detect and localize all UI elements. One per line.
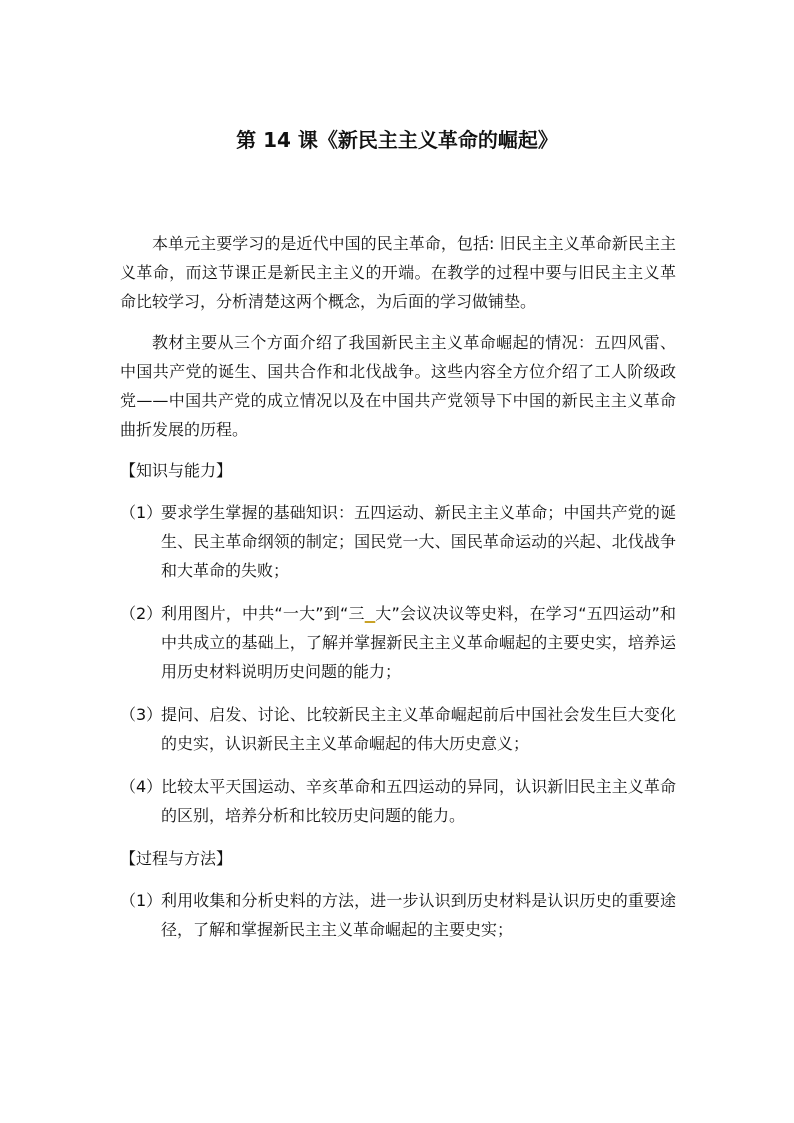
section-heading-process: 【过程与方法】 (120, 849, 233, 868)
intro-paragraph-1: 本单元主要学习的是近代中国的民主革命，包括: 旧民主主义革命新民主主义革命，而这节课正是新民主主义的开端。在教学的过程中要与旧民主主义革命比较学习，分析清楚这两个概念，为后面的学习做铺垫。 (120, 234, 676, 311)
list-item-text (161, 599, 676, 686)
list-item (120, 772, 676, 830)
list-item (120, 886, 676, 944)
list-item-number: （2） (120, 604, 163, 623)
intro-paragraph-2: 教材主要从三个方面介绍了我国新民主主义革命崛起的情况：五四风雷、中国共产党的诞生、国共合作和北伐战争。这些内容全方位介绍了工人阶级政党——中国共产党的成立情况以及在中国共产党领导下中国的新民主主义革命曲折发展的历程。 (120, 333, 676, 439)
list-item (120, 498, 676, 585)
list-item-text: 利用收集和分析史料的方法，进一步认识到历史材料是认识历史的重要途径，了解和掌握新民主主义革命崛起的主要史实； (161, 891, 676, 939)
list-item-text: 比较太平天国运动、辛亥革命和五四运动的异同，认识新旧民主主义革命的区别，培养分析和比较历史问题的能力。 (161, 777, 676, 825)
section-heading-knowledge: 【知识与能力】 (120, 461, 233, 480)
list-item-text: 提问、启发、讨论、比较新民主主义革命崛起前后中国社会发生巨大变化的史实，认识新民主主义革命崛起的伟大历史意义； (161, 705, 676, 753)
list-item-text-part: 大”会议决议等史料，在学习“五四运动”和中共成立的基础上，了解并掌握新民主主义革命崛起的主要史实，培养运用历史材料说明历史问题的能力； (161, 604, 676, 681)
list-item-number: （1） (120, 891, 163, 910)
highlight-mark (365, 604, 376, 623)
list-item-text-part: 利用图片，中共“一大”到“三 (161, 604, 365, 623)
list-item-number: （1） (120, 503, 163, 522)
list-item (120, 599, 676, 686)
document-body (120, 229, 676, 958)
list-item-number: （3） (120, 705, 163, 724)
page-title: 第 14 课《新民主主义革命的崛起》 (236, 128, 558, 152)
list-item-text: 要求学生掌握的基础知识：五四运动、新民主主义革命；中国共产党的诞生、民主革命纲领的制定；国民党一大、国民革命运动的兴起、北伐战争和大革命的失败； (161, 503, 676, 580)
list-item-number: （4） (120, 777, 163, 796)
list-item (120, 700, 676, 758)
